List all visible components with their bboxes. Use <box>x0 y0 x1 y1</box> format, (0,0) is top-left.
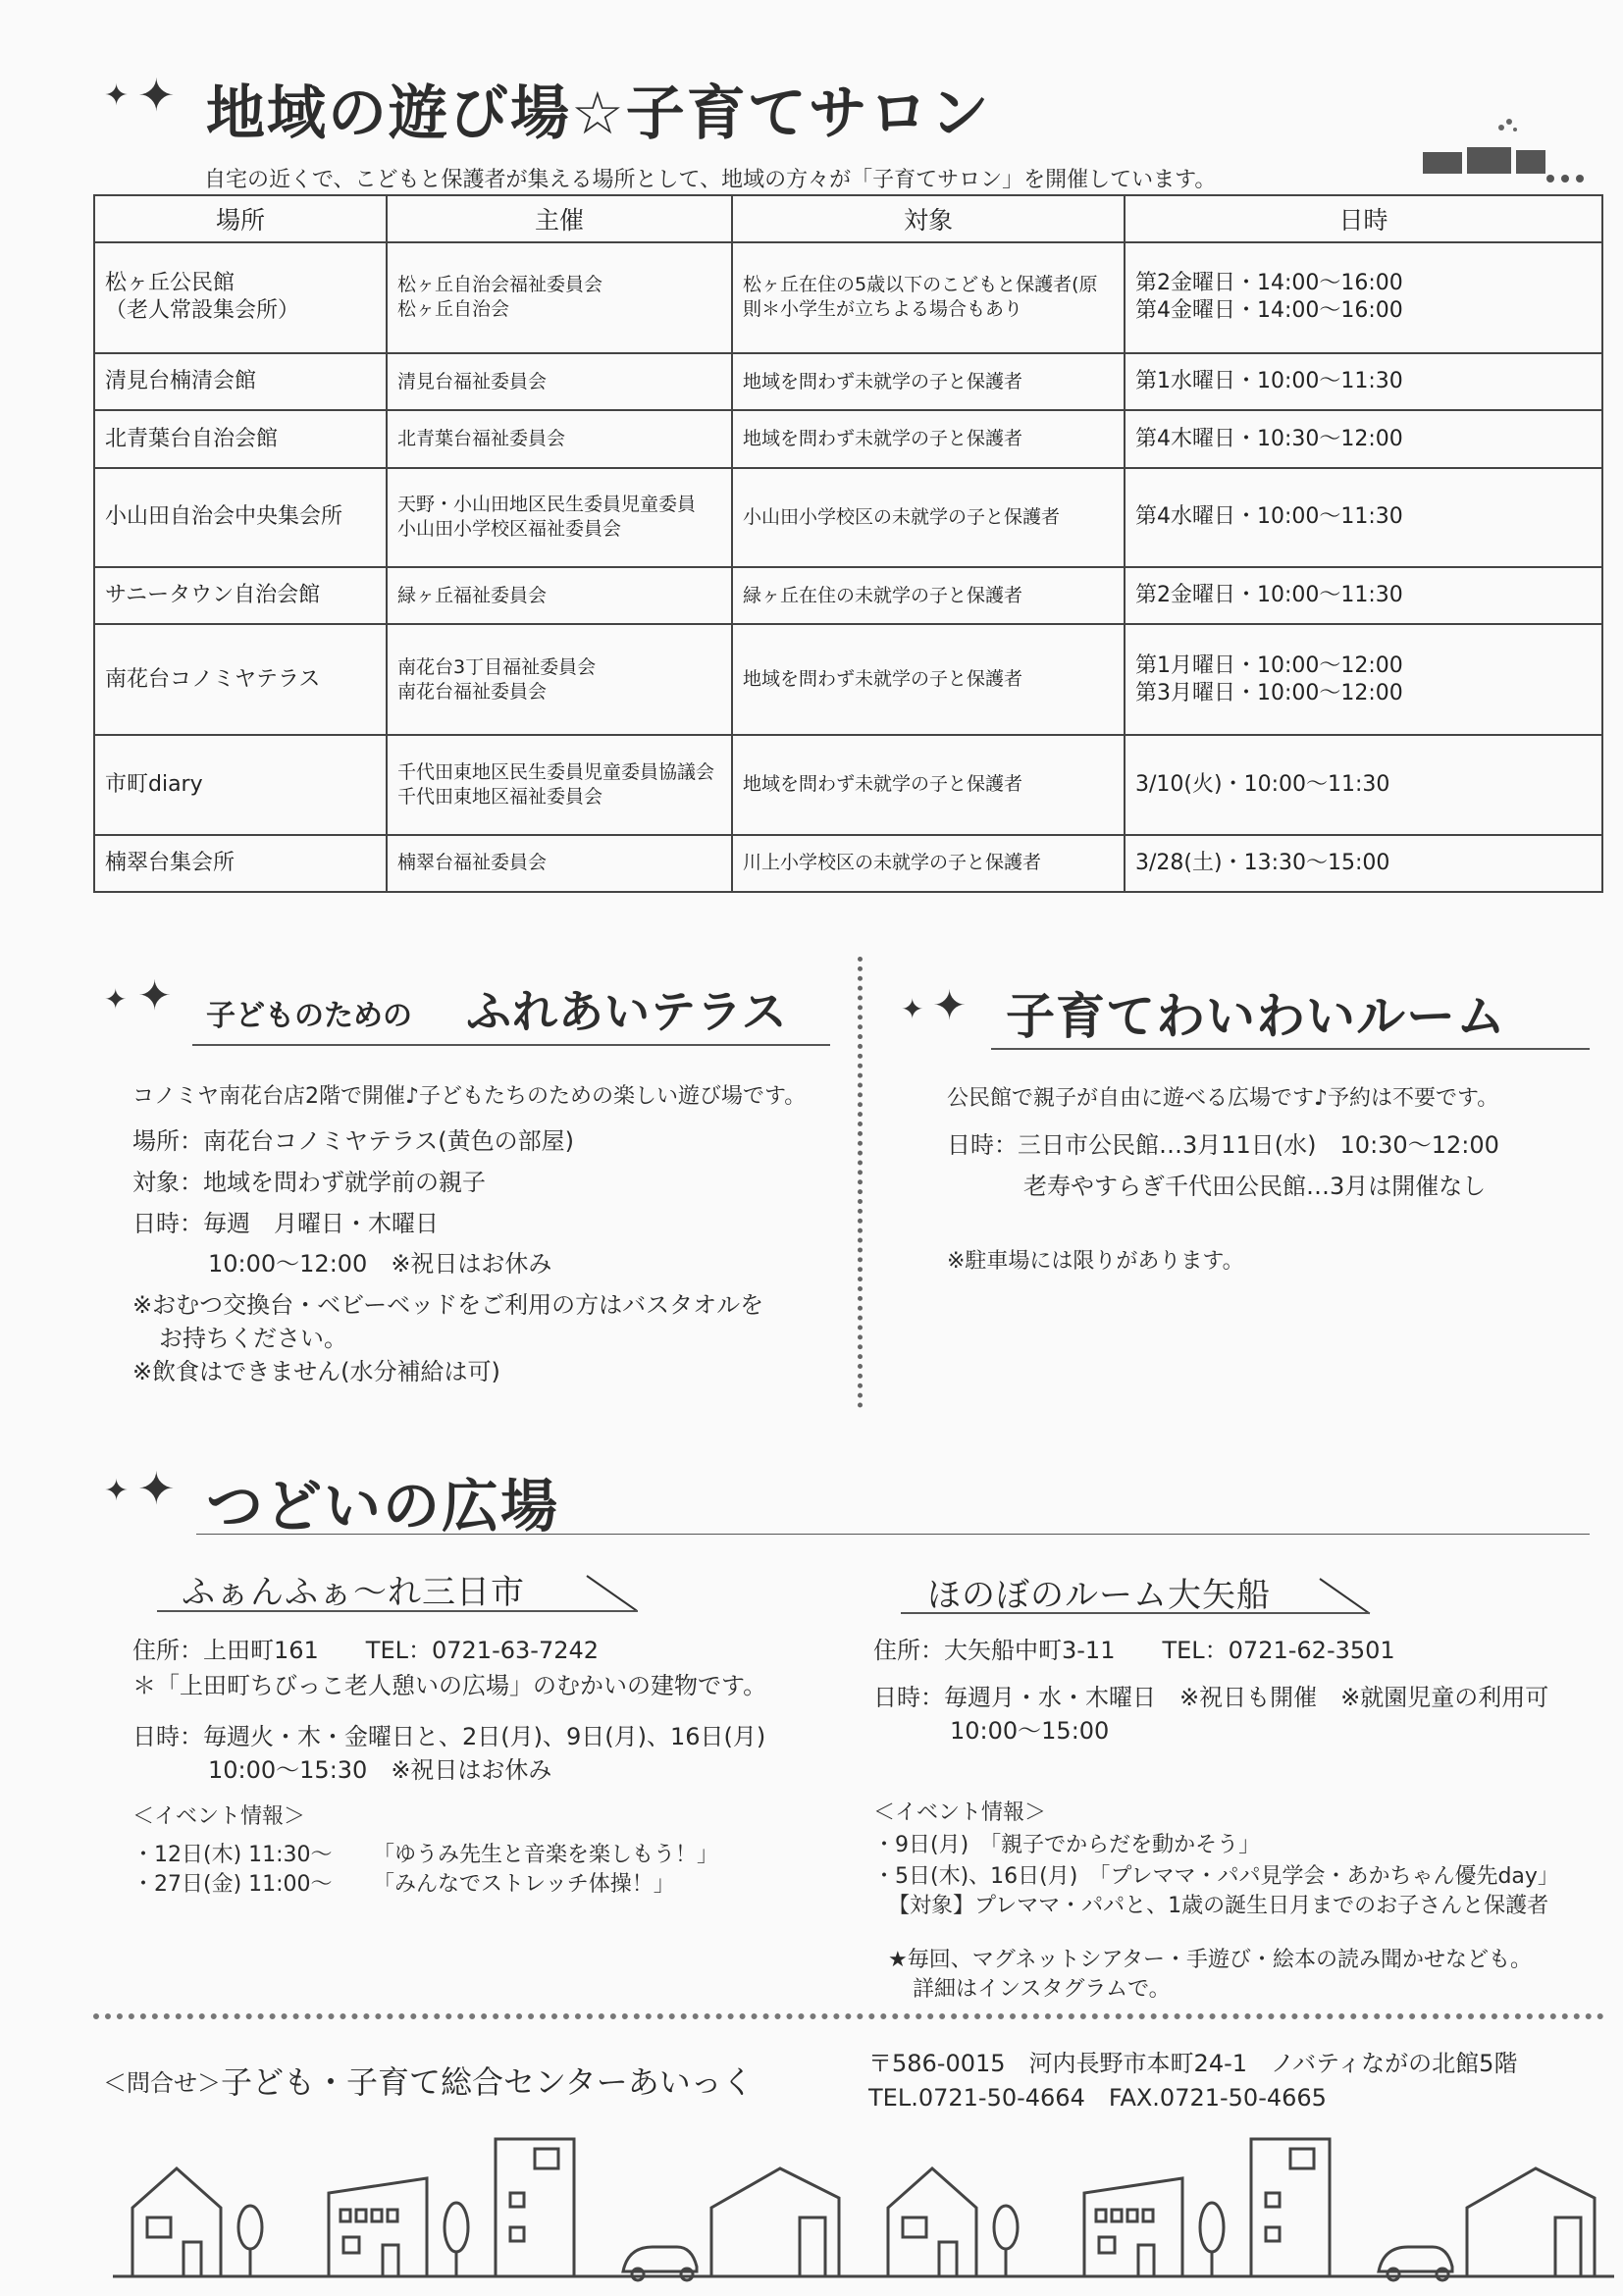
target-cell: 松ヶ丘在住の5歳以下のこどもと保護者(原 則＊小学生が立ちよる場合もあり <box>732 242 1125 353</box>
tsudoi-title: つどいの広場 <box>206 1473 560 1539</box>
organizer-cell: 清見台福祉委員会 <box>387 353 732 410</box>
table-row <box>94 468 1602 567</box>
sparkle-icon: ✦ <box>104 78 130 113</box>
waiwai-note: ※駐車場には限りがあります。 <box>947 1249 1244 1274</box>
decor-slash <box>586 1575 637 1611</box>
fanfare-event-title: 「みんなでストレッチ体操！」 <box>373 1872 675 1897</box>
fureai-note: お持ちください。 <box>159 1325 347 1352</box>
header-place: 場所 <box>94 195 387 242</box>
target-cell: 地域を問わず未就学の子と保護者 <box>732 353 1125 410</box>
table-row <box>94 353 1602 410</box>
datetime-cell: 第1水曜日・10:00～11:30 <box>1125 353 1602 410</box>
fanfare-event-heading: ＜イベント情報＞ <box>132 1804 306 1829</box>
waiwai-schedule: 老寿やすらぎ千代田公民館…3月は開催なし <box>1023 1173 1487 1200</box>
tsudoi-underline <box>196 1534 1590 1535</box>
fanfare-address-note: ＊「上田町ちびっこ老人憩いの広場」のむかいの建物です。 <box>132 1672 767 1699</box>
honobono-name: ほのぼのルーム大矢船 <box>927 1576 1271 1615</box>
header-organizer: 主催 <box>387 195 732 242</box>
datetime-cell: 第4木曜日・10:30～12:00 <box>1125 410 1602 467</box>
column-divider <box>858 957 863 1408</box>
organizer-cell: 南花台3丁目福祉委員会 南花台福祉委員会 <box>387 624 732 735</box>
table-row <box>94 567 1602 624</box>
fureai-note: ※飲食はできません(水分補給は可) <box>132 1358 500 1385</box>
place-cell: 北青葉台自治会館 <box>94 410 387 467</box>
place-cell: 南花台コノミヤテラス <box>94 624 387 735</box>
target-cell: 地域を問わず未就学の子と保護者 <box>732 735 1125 834</box>
datetime-cell: 3/28(土)・13:30～15:00 <box>1125 835 1602 892</box>
fureai-note: ※おむつ交換台・ベビーベッドをご利用の方はバスタオルを <box>132 1291 764 1319</box>
fanfare-underline <box>157 1610 638 1612</box>
organizer-cell: 千代田東地区民生委員児童委員協議会 千代田東地区福祉委員会 <box>387 735 732 834</box>
honobono-underline <box>901 1612 1370 1614</box>
waiwai-underline <box>991 1048 1590 1050</box>
salon-table <box>93 194 1603 893</box>
waiwai-schedule: 日時：三日市公民館…3月11日(水) 10:30～12:00 <box>947 1131 1499 1159</box>
datetime-cell: 第2金曜日・10:00～11:30 <box>1125 567 1602 624</box>
place-cell: 楠翠台集会所 <box>94 835 387 892</box>
decor-slash <box>1319 1578 1370 1614</box>
fanfare-name: ふぁんふぁ～れ三日市 <box>182 1573 525 1612</box>
fureai-underline <box>192 1044 830 1046</box>
organizer-cell: 松ヶ丘自治会福祉委員会 松ヶ丘自治会 <box>387 242 732 353</box>
waiwai-title: 子育てわいわいルーム <box>1006 988 1506 1045</box>
sparkle-icon: ✦ <box>137 971 173 1019</box>
organizer-cell: 楠翠台福祉委員会 <box>387 835 732 892</box>
target-cell: 川上小学校区の未就学の子と保護者 <box>732 835 1125 892</box>
fureai-intro: コノミヤ南花台店2階で開催♪子どもたちのための楽しい遊び場です。 <box>132 1084 807 1109</box>
fanfare-event-date: ・12日(木) 11:30～ <box>132 1843 333 1867</box>
target-cell: 小山田小学校区の未就学の子と保護者 <box>732 468 1125 567</box>
datetime-cell: 第4水曜日・10:00～11:30 <box>1125 468 1602 567</box>
fanfare-time: 10:00～15:30 ※祝日はお休み <box>208 1756 552 1784</box>
sparkle-icon: ✦ <box>104 1474 130 1508</box>
contact-phone-fax: TEL.0721-50-4664 FAX.0721-50-4665 <box>868 2084 1327 2112</box>
honobono-event-heading: ＜イベント情報＞ <box>873 1800 1047 1825</box>
salon-intro: 自宅の近くで、こどもと保護者が集える場所として、地域の方々が「子育てサロン」を開催しています。 <box>204 168 1217 192</box>
organizer-cell: 北青葉台福祉委員会 <box>387 410 732 467</box>
waiwai-intro: 公民館で親子が自由に遊べる広場です♪予約は不要です。 <box>947 1086 1499 1111</box>
honobono-date: 日時：毎週月・水・木曜日 ※祝日も開催 ※就園児童の利用可 <box>873 1684 1549 1711</box>
train-illustration <box>1413 118 1590 186</box>
table-row <box>94 242 1602 353</box>
honobono-event: ・9日(月) 「親子でからだを動かそう」 <box>873 1833 1261 1857</box>
houses-illustration <box>113 2119 1614 2286</box>
fureai-title: ふれあいテラス <box>466 985 788 1038</box>
fureai-title-small: 子どものための <box>206 999 412 1033</box>
honobono-note: ★毎回、マグネットシアター・手遊び・絵本の読み聞かせなども。 <box>888 1948 1532 1972</box>
contact-address: 〒586-0015 河内長野市本町24-1 ノバティながの北館5階 <box>868 2050 1518 2077</box>
header-datetime: 日時 <box>1125 195 1602 242</box>
target-cell: 地域を問わず未就学の子と保護者 <box>732 410 1125 467</box>
honobono-note: 詳細はインスタグラムで。 <box>913 1977 1171 2002</box>
sparkle-icon: ✦ <box>104 983 128 1016</box>
table-row <box>94 624 1602 735</box>
table-row <box>94 735 1602 834</box>
honobono-event-target: 【対象】プレママ・パパと、1歳の誕生日月までのお子さんと保護者 <box>888 1894 1549 1918</box>
fureai-target: 対象：地域を問わず就学前の親子 <box>132 1169 486 1196</box>
fureai-date: 日時：毎週 月曜日・木曜日 <box>132 1210 439 1237</box>
target-cell: 緑ヶ丘在住の未就学の子と保護者 <box>732 567 1125 624</box>
table-row <box>94 410 1602 467</box>
datetime-cell: 第1月曜日・10:00～12:00 第3月曜日・10:00～12:00 <box>1125 624 1602 735</box>
sparkle-icon: ✦ <box>137 1462 176 1515</box>
honobono-address: 住所：大矢船中町3-11 TEL：0721-62-3501 <box>873 1637 1395 1664</box>
footer-divider <box>93 2013 1604 2019</box>
datetime-cell: 3/10(火)・10:00～11:30 <box>1125 735 1602 834</box>
place-cell: 清見台楠清会館 <box>94 353 387 410</box>
fanfare-event-title: 「ゆうみ先生と音楽を楽しもう！」 <box>373 1843 719 1867</box>
organizer-cell: 緑ヶ丘福祉委員会 <box>387 567 732 624</box>
contact-organization: 子ども・子育て総合センターあいっく <box>221 2063 754 2101</box>
sparkle-icon: ✦ <box>137 69 176 122</box>
fanfare-address: 住所：上田町161 TEL：0721-63-7242 <box>132 1637 600 1664</box>
place-cell: 市町diary <box>94 735 387 834</box>
honobono-event: ・5日(木)、16日(月) 「プレママ・パパ見学会・あかちゃん優先day」 <box>873 1864 1559 1889</box>
header-target: 対象 <box>732 195 1125 242</box>
sparkle-icon: ✦ <box>932 981 968 1029</box>
honobono-time: 10:00～15:00 <box>950 1717 1110 1745</box>
target-cell: 地域を問わず未就学の子と保護者 <box>732 624 1125 735</box>
fanfare-date: 日時：毎週火・木・金曜日と、2日(月)、9日(月)、16日(月) <box>132 1723 766 1750</box>
organizer-cell: 天野・小山田地区民生委員児童委員 小山田小学校区福祉委員会 <box>387 468 732 567</box>
place-cell: 小山田自治会中央集会所 <box>94 468 387 567</box>
fureai-time: 10:00～12:00 ※祝日はお休み <box>208 1250 552 1278</box>
sparkle-icon: ✦ <box>901 993 924 1025</box>
table-row <box>94 835 1602 892</box>
place-cell: サニータウン自治会館 <box>94 567 387 624</box>
fanfare-event-date: ・27日(金) 11:00～ <box>132 1872 333 1897</box>
place-cell: 松ヶ丘公民館 （老人常設集会所） <box>94 242 387 353</box>
datetime-cell: 第2金曜日・14:00～16:00 第4金曜日・14:00～16:00 <box>1125 242 1602 353</box>
fureai-place: 場所：南花台コノミヤテラス(黄色の部屋) <box>132 1127 575 1155</box>
salon-title: 地域の遊び場☆子育てサロン <box>206 79 991 148</box>
contact-label: ＜問合せ＞ <box>103 2069 221 2097</box>
